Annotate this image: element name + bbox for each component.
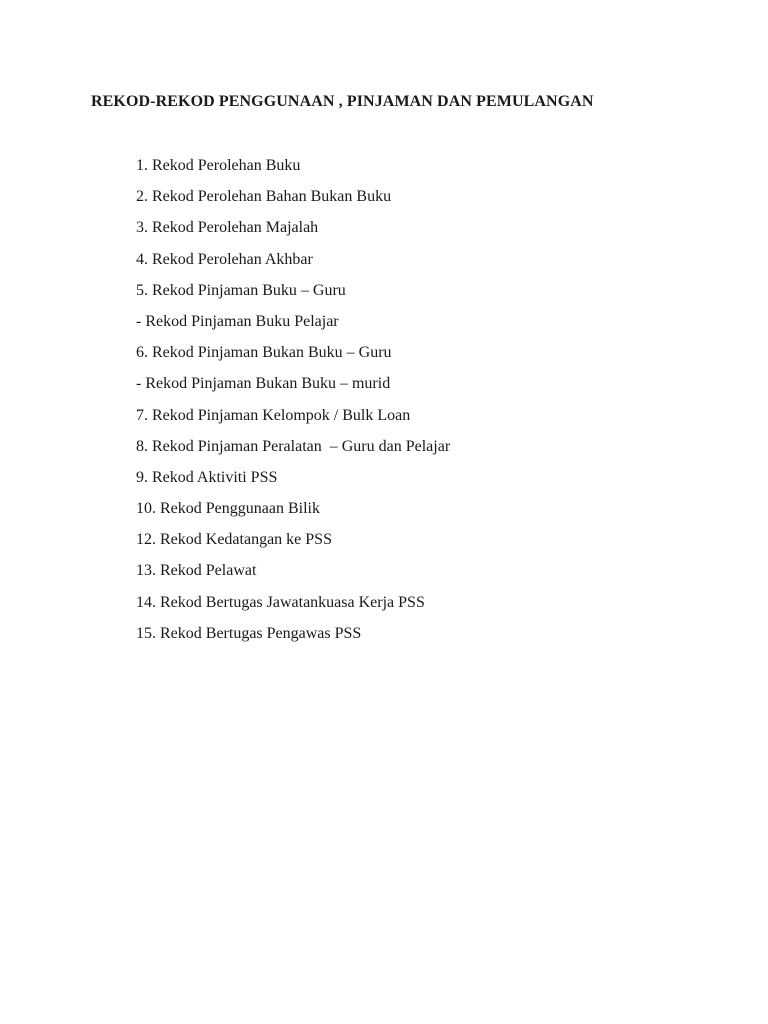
list-item: 10. Rekod Penggunaan Bilik [136,500,320,518]
list-item: 15. Rekod Bertugas Pengawas PSS [136,624,362,642]
record-list [136,152,450,651]
list-item: 14. Rekod Bertugas Jawatankuasa Kerja PSS [136,593,425,611]
list-item: 6. Rekod Pinjaman Bukan Buku – Guru [136,344,392,362]
list-item: - Rekod Pinjaman Buku Pelajar [136,312,339,330]
list-item: 3. Rekod Perolehan Majalah [136,219,319,237]
list-item: 5. Rekod Pinjaman Buku – Guru [136,281,346,299]
list-item: 1. Rekod Perolehan Buku [136,157,301,174]
list-item: 13. Rekod Pelawat [136,562,257,580]
list-item: 4. Rekod Perolehan Akhbar [136,250,313,268]
list-item: 7. Rekod Pinjaman Kelompok / Bulk Loan [136,406,411,424]
list-item: 8. Rekod Pinjaman Peralatan – Guru dan Pelajar [136,437,451,455]
list-item: 12. Rekod Kedatangan ke PSS [136,531,332,549]
document-title: REKOD-REKOD PENGGUNAAN , PINJAMAN DAN PEMULANGAN [91,93,594,110]
list-item: 2. Rekod Perolehan Bahan Bukan Buku [136,188,392,206]
list-item: 9. Rekod Aktiviti PSS [136,468,278,486]
list-item: - Rekod Pinjaman Bukan Buku – murid [136,375,391,393]
